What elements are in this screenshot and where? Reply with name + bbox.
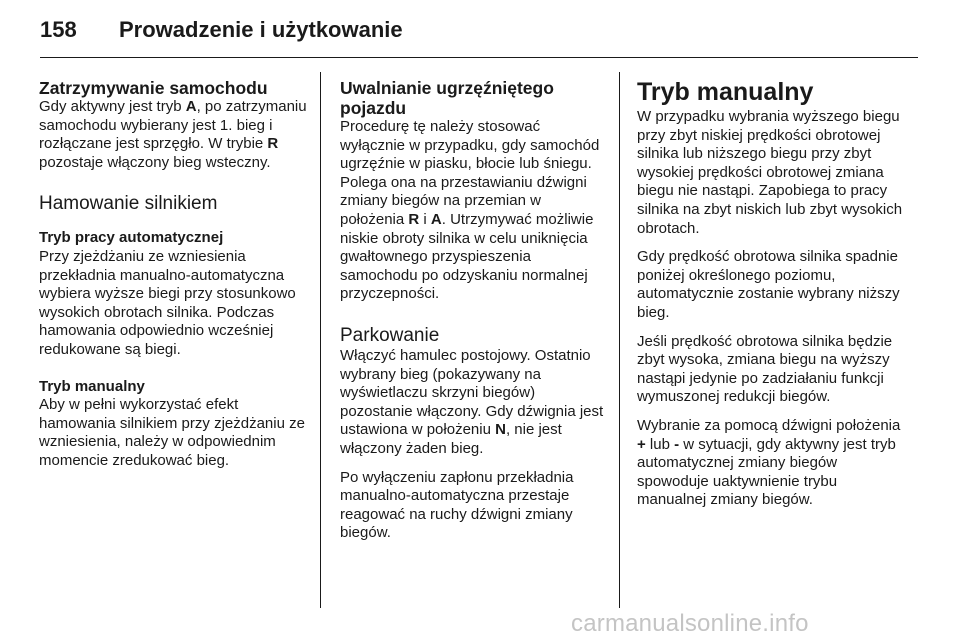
text-run: Procedurę tę należy stosować wyłącznie w przypadku, gdy samochód ugrzęźnie w piasku, błocie lub śniegu. Polega ona na przestawianiu dźwigni zmiany biegów na przemian w położenia [340,118,600,228]
paragraph-manual-4 [637,417,907,510]
column-left [39,78,313,471]
paragraph-manual-3: Jeśli prędkość obrotowa silnika będzie zbyt wysoka, zmiana biegu na wyższy nastąpi jedynie po zadziałaniu funkcji wymuszonej redukcji biegów. [637,332,893,406]
mode-label-r: R [267,135,279,153]
column-divider [619,72,620,608]
paragraph-manual-mode: Aby w pełni wykorzystać efekt hamowania silnikiem przy zjeżdżaniu ze wzniesienia, należy w odpowiednim momencie zredukować bieg. [39,396,305,469]
watermark: carmanualsonline.info [571,610,809,637]
paragraph-manual-2: Gdy prędkość obrotowa silnika spadnie poniżej określonego poziomu, automatycznie zostanie wybrany niższy bieg. [637,248,900,321]
column-right [637,78,907,510]
column-middle [340,78,606,543]
section-heading-manual-mode: Tryb manualny [637,78,814,106]
text-run: . Utrzymywać możliwie niskie obroty silnika w celu uniknięcia gwałtownego przyspieszenia samochodu po odzyskaniu normalnej przyczepności. [340,210,594,303]
paragraph-parking-2: Po wyłączeniu zapłonu przekładnia manualno-automatyczna przestaje reagować na ruchy dźwigni zmiany biegów. [340,468,574,542]
mode-label-a: A [185,98,197,115]
mode-label-r: R [408,210,420,228]
text-run: w sytuacji, gdy aktywny jest tryb automatycznej zmiany biegów spowoduje uaktywnienie trybu manualnej zmiany biegów. [637,435,896,509]
section-heading-engine-braking: Hamowanie silnikiem [39,193,218,215]
paragraph-stuck-vehicle [340,118,606,304]
text-run: Gdy aktywny jest tryb [39,98,186,115]
column-divider [320,72,321,608]
position-plus: + [637,435,646,453]
mode-label-n: N [495,421,506,439]
section-heading-parking: Parkowanie [340,324,440,346]
section-heading-stuck-vehicle: Uwalnianie ugrzęźniętego pojazdu [340,78,554,118]
position-minus: - [674,435,680,453]
text-run: Wybranie za pomocą dźwigni położenia [637,416,901,434]
section-heading-stopping: Zatrzymywanie samochodu [39,78,268,98]
paragraph-parking-1 [340,347,606,459]
text-run: i [419,210,431,228]
mode-label-a: A [430,210,442,228]
text-run: pozostaje włączony bieg wsteczny. [39,153,271,171]
paragraph-manual-1: W przypadku wybrania wyższego biegu przy zbyt niskiej prędkości obrotowej silnika lub niższego biegu przy zbyt wysokiej prędkości obrotowej zmiana biegu nie nastąpi. Zapobiega to pracy silnika na zbyt niskich lub zbyt wysokich obrotach. [637,108,903,237]
page-number: 158 [40,17,77,42]
subheading-auto-mode: Tryb pracy automatycznej [39,229,224,247]
text-run: , nie jest włączony żaden bieg. [340,421,562,457]
page-header [40,0,918,58]
chapter-title: Prowadzenie i użytkowanie [119,17,403,42]
text-run: Włączyć hamulec postojowy. Ostatnio wybrany bieg (pokazywany na wyświetlaczu skrzyni biegów) pozostanie włączony. Gdy dźwignia jest ustawiona w położeniu [340,346,604,439]
paragraph-auto-mode: Przy zjeżdżaniu ze wzniesienia przekładnia manualno-automatyczna wybiera wyższe biegi przy stosunkowo wysokich obrotach silnika. Podczas hamowania odpowiednio wcześniej redukowane są biegi. [39,247,296,358]
paragraph-stopping [39,98,313,172]
text-run: lub [645,435,675,453]
subheading-manual-mode: Tryb manualny [39,377,145,395]
header-rule [40,57,918,58]
text-run: , po zatrzymaniu samochodu wybierany jest 1. bieg i rozłączane jest sprzęgło. W trybie [39,98,307,153]
